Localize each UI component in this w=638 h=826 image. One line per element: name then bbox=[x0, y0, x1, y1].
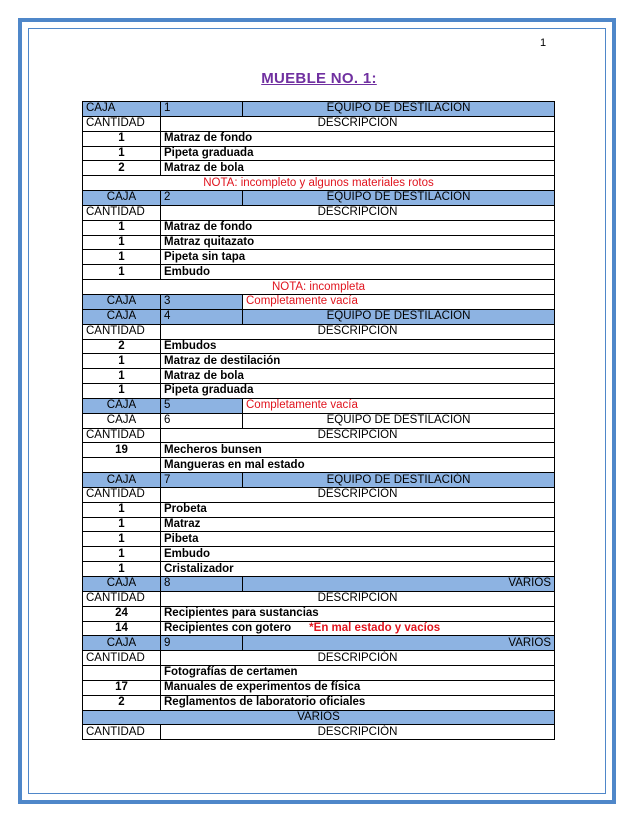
description-column-header: DESCRIPCIÓN bbox=[161, 651, 555, 666]
item-description: Recipientes con gotero *En mal estado y vacíos bbox=[161, 621, 555, 636]
item-quantity bbox=[83, 666, 161, 681]
note-text: NOTA: incompleto y algunos materiales rotos bbox=[83, 176, 555, 191]
table-row bbox=[83, 235, 555, 250]
table-row bbox=[83, 710, 555, 725]
item-description: Embudo bbox=[161, 547, 555, 562]
item-quantity: 1 bbox=[83, 532, 161, 547]
table-row bbox=[83, 651, 555, 666]
item-quantity: 1 bbox=[83, 369, 161, 384]
quantity-column-header: CANTIDAD bbox=[83, 651, 161, 666]
table-row bbox=[83, 294, 555, 309]
item-description: Cristalizador bbox=[161, 562, 555, 577]
quantity-column-header: CANTIDAD bbox=[83, 591, 161, 606]
table-row bbox=[83, 102, 555, 117]
item-description: Pibeta bbox=[161, 532, 555, 547]
item-description: Matraz quitazato bbox=[161, 235, 555, 250]
note-text: NOTA: incompleta bbox=[83, 280, 555, 295]
item-quantity: 14 bbox=[83, 621, 161, 636]
quantity-column-header: CANTIDAD bbox=[83, 324, 161, 339]
table-row bbox=[83, 384, 555, 399]
box-status: Completamente vacía bbox=[243, 294, 555, 309]
box-number: 3 bbox=[161, 294, 243, 309]
box-label: CAJA bbox=[83, 636, 161, 651]
item-quantity: 1 bbox=[83, 220, 161, 235]
item-description: Embudo bbox=[161, 265, 555, 280]
item-description: Mangueras en mal estado bbox=[161, 458, 555, 473]
item-description: Matraz de fondo bbox=[161, 131, 555, 146]
item-quantity: 1 bbox=[83, 131, 161, 146]
table-row bbox=[83, 517, 555, 532]
table-row bbox=[83, 205, 555, 220]
item-quantity: 1 bbox=[83, 235, 161, 250]
item-quantity: 1 bbox=[83, 502, 161, 517]
item-description: Pipeta graduada bbox=[161, 146, 555, 161]
item-description: Matraz de bola bbox=[161, 369, 555, 384]
table-row bbox=[83, 280, 555, 295]
item-quantity: 1 bbox=[83, 517, 161, 532]
description-column-header: DESCRIPCION bbox=[161, 205, 555, 220]
table-row bbox=[83, 621, 555, 636]
table-row bbox=[83, 176, 555, 191]
page-number: 1 bbox=[540, 37, 547, 49]
box-category: EQUIPO DE DESTILACIÓN bbox=[243, 473, 555, 488]
quantity-column-header: CANTIDAD bbox=[83, 725, 161, 740]
box-category: EQUIPO DE DESTILACION bbox=[243, 309, 555, 324]
item-description: Pipeta graduada bbox=[161, 384, 555, 399]
table-row bbox=[83, 161, 555, 176]
table-row bbox=[83, 369, 555, 384]
table-row bbox=[83, 725, 555, 740]
description-column-header: DESCRIPCIÓN bbox=[161, 591, 555, 606]
item-quantity: 1 bbox=[83, 562, 161, 577]
item-description: Manuales de experimentos de física bbox=[161, 680, 555, 695]
box-number: 2 bbox=[161, 191, 243, 206]
box-label: CAJA bbox=[83, 577, 161, 592]
box-label: CAJA bbox=[83, 191, 161, 206]
table-row bbox=[83, 413, 555, 428]
item-description: Matraz bbox=[161, 517, 555, 532]
box-category: EQUIPO DE DESTILACION bbox=[243, 102, 555, 117]
table-row bbox=[83, 339, 555, 354]
quantity-column-header: CANTIDAD bbox=[83, 487, 161, 502]
quantity-column-header: CANTIDAD bbox=[83, 205, 161, 220]
item-description: Mecheros bunsen bbox=[161, 443, 555, 458]
box-number: 8 bbox=[161, 577, 243, 592]
table-row bbox=[83, 473, 555, 488]
table-row bbox=[83, 398, 555, 413]
box-number: 9 bbox=[161, 636, 243, 651]
table-row bbox=[83, 591, 555, 606]
box-status: Completamente vacía bbox=[243, 398, 555, 413]
box-label: CAJA bbox=[83, 413, 161, 428]
table-row bbox=[83, 354, 555, 369]
item-quantity: 24 bbox=[83, 606, 161, 621]
item-description: Matraz de fondo bbox=[161, 220, 555, 235]
box-label: CAJA bbox=[83, 473, 161, 488]
inventory-table bbox=[82, 101, 555, 740]
item-description: Recipientes para sustancias bbox=[161, 606, 555, 621]
box-label: CAJA bbox=[83, 294, 161, 309]
table-row bbox=[83, 502, 555, 517]
table-row bbox=[83, 309, 555, 324]
box-category: VARIOS bbox=[243, 636, 555, 651]
box-number: 5 bbox=[161, 398, 243, 413]
table-row bbox=[83, 680, 555, 695]
quantity-column-header: CANTIDAD bbox=[83, 428, 161, 443]
item-quantity: 1 bbox=[83, 384, 161, 399]
table-row bbox=[83, 220, 555, 235]
item-quantity: 1 bbox=[83, 354, 161, 369]
table-row bbox=[83, 695, 555, 710]
box-category: VARIOS bbox=[243, 577, 555, 592]
item-description: Matraz de destilación bbox=[161, 354, 555, 369]
box-number: 4 bbox=[161, 309, 243, 324]
table-row bbox=[83, 146, 555, 161]
box-number: 7 bbox=[161, 473, 243, 488]
box-number: 1 bbox=[161, 102, 243, 117]
box-category: EQUIPO DE DESTILACIÓN bbox=[243, 413, 555, 428]
item-quantity: 1 bbox=[83, 265, 161, 280]
quantity-column-header: CANTIDAD bbox=[83, 116, 161, 131]
description-column-header: DESCRIPCIÓN bbox=[161, 324, 555, 339]
table-row bbox=[83, 265, 555, 280]
item-description: Pipeta sin tapa bbox=[161, 250, 555, 265]
item-description: Matraz de bola bbox=[161, 161, 555, 176]
item-quantity: 1 bbox=[83, 547, 161, 562]
item-quantity: 17 bbox=[83, 680, 161, 695]
table-row bbox=[83, 443, 555, 458]
item-quantity: 2 bbox=[83, 695, 161, 710]
box-label: CAJA bbox=[83, 309, 161, 324]
table-row bbox=[83, 324, 555, 339]
table-row bbox=[83, 606, 555, 621]
box-category: EQUIPO DE DESTILACION bbox=[243, 191, 555, 206]
description-column-header: DESCRIPCIÓN bbox=[161, 428, 555, 443]
table-row bbox=[83, 636, 555, 651]
description-column-header: DESCRIPCIÓN bbox=[161, 725, 555, 740]
item-description: Fotografías de certamen bbox=[161, 666, 555, 681]
table-row bbox=[83, 577, 555, 592]
item-quantity: 1 bbox=[83, 250, 161, 265]
table-row bbox=[83, 250, 555, 265]
item-description: Reglamentos de laboratorio oficiales bbox=[161, 695, 555, 710]
table-row bbox=[83, 487, 555, 502]
item-quantity: 1 bbox=[83, 146, 161, 161]
section-header-varios: VARIOS bbox=[83, 710, 555, 725]
table-row bbox=[83, 191, 555, 206]
item-quantity bbox=[83, 458, 161, 473]
description-column-header: DESCRIPCION bbox=[161, 116, 555, 131]
table-row bbox=[83, 532, 555, 547]
item-quantity: 19 bbox=[83, 443, 161, 458]
box-label: CAJA bbox=[83, 398, 161, 413]
item-description: Probeta bbox=[161, 502, 555, 517]
table-row bbox=[83, 116, 555, 131]
table-row bbox=[83, 428, 555, 443]
description-column-header: DESCRIPCION bbox=[161, 487, 555, 502]
table-row bbox=[83, 666, 555, 681]
table-row bbox=[83, 458, 555, 473]
item-quantity: 2 bbox=[83, 161, 161, 176]
table-row bbox=[83, 562, 555, 577]
item-quantity: 2 bbox=[83, 339, 161, 354]
box-number: 6 bbox=[161, 413, 243, 428]
table-row bbox=[83, 547, 555, 562]
table-row bbox=[83, 131, 555, 146]
box-label: CAJA bbox=[83, 102, 161, 117]
item-note: *En mal estado y vacíos bbox=[309, 621, 441, 634]
page-title: MUEBLE NO. 1: bbox=[261, 70, 377, 87]
item-description: Embudos bbox=[161, 339, 555, 354]
